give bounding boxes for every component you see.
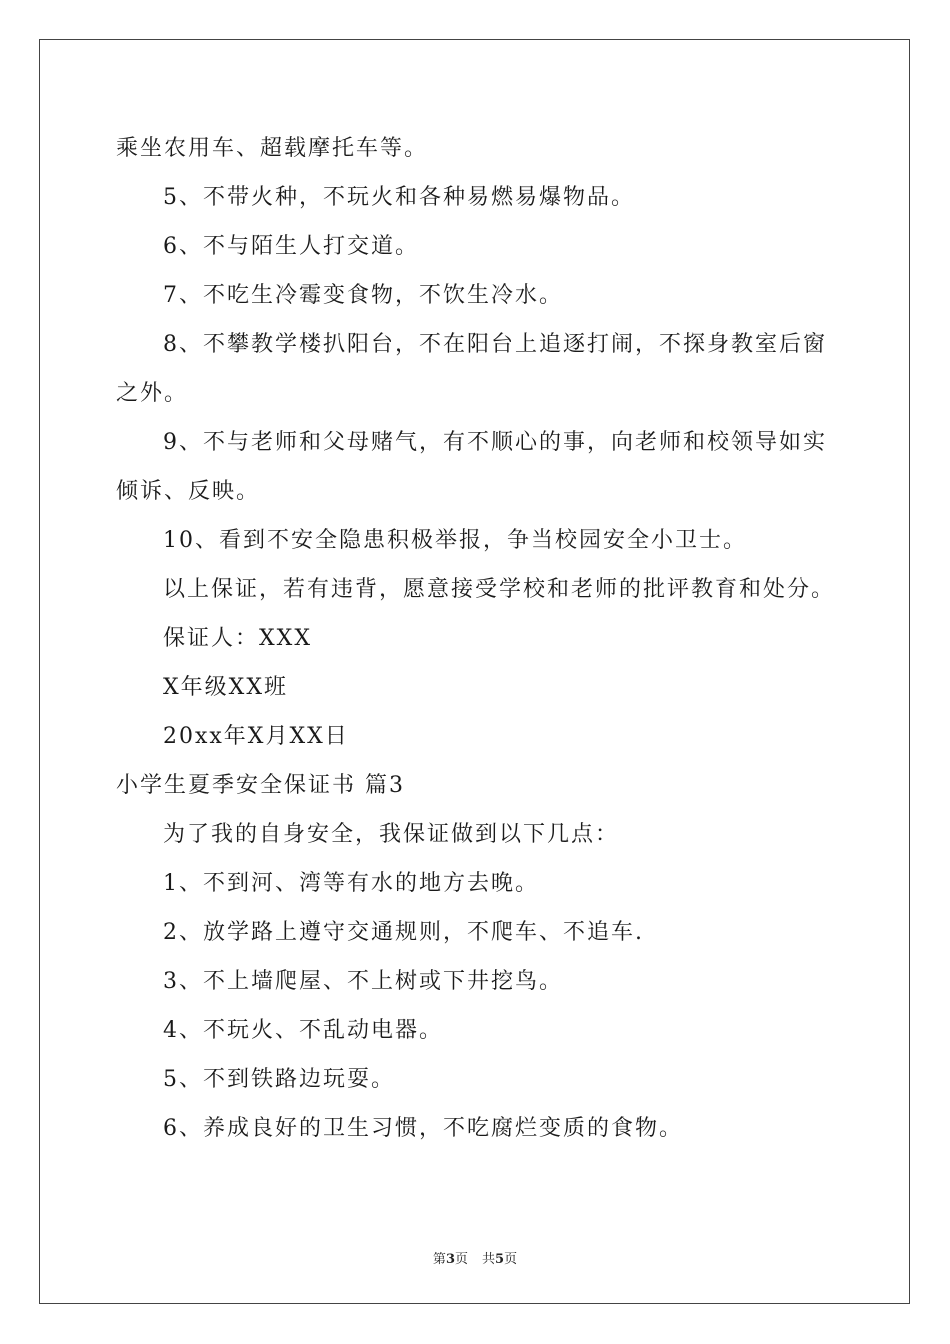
text-line: 6、不与陌生人打交道。 (163, 234, 419, 259)
text-line: 6、养成良好的卫生习惯，不吃腐烂变质的食物。 (163, 1116, 683, 1141)
page-prefix: 第 (432, 1252, 446, 1267)
text-line: 倾诉、反映。 (116, 479, 261, 504)
text-line: 3、不上墙爬屋、不上树或下井挖鸟。 (163, 969, 563, 994)
text-line: 2、放学路上遵守交通规则，不爬车、不追车. (163, 920, 644, 945)
text-line: 7、不吃生冷霉变食物，不饮生冷水。 (163, 283, 563, 308)
total-suffix: 页 (504, 1252, 518, 1267)
text-line: 乘坐农用车、超载摩托车等。 (116, 136, 429, 161)
date-line: 20xx年X月XX日 (163, 724, 349, 749)
total-prefix: 共 (482, 1252, 496, 1267)
page-suffix: 页 (454, 1252, 468, 1267)
text-line: 1、不到河、湾等有水的地方去晚。 (163, 871, 539, 896)
text-line: 9、不与老师和父母赌气，有不顺心的事，向老师和校领导如实 (163, 430, 827, 455)
text-line: 5、不到铁路边玩耍。 (163, 1067, 395, 1092)
text-line: 之外。 (116, 381, 189, 406)
page-footer (0, 1248, 950, 1267)
text-line: 以上保证，若有违背，愿意接受学校和老师的批评教育和处分。 (163, 577, 836, 602)
text-line: 5、不带火种，不玩火和各种易燃易爆物品。 (163, 185, 635, 210)
text-line: 为了我的自身安全，我保证做到以下几点： (163, 822, 620, 847)
section-heading: 小学生夏季安全保证书 篇3 (116, 773, 405, 798)
document-body (116, 124, 846, 1153)
text-line: 4、不玩火、不乱动电器。 (163, 1018, 443, 1043)
total-pages: 5 (495, 1252, 505, 1267)
class-line: X年级XX班 (163, 675, 288, 700)
signature-line: 保证人：XXX (163, 626, 312, 651)
text-line: 8、不攀教学楼扒阳台，不在阳台上追逐打闹，不探身教室后窗 (163, 332, 827, 357)
page-number: 3 (445, 1252, 455, 1267)
text-line: 10、看到不安全隐患积极举报，争当校园安全小卫士。 (163, 528, 747, 553)
